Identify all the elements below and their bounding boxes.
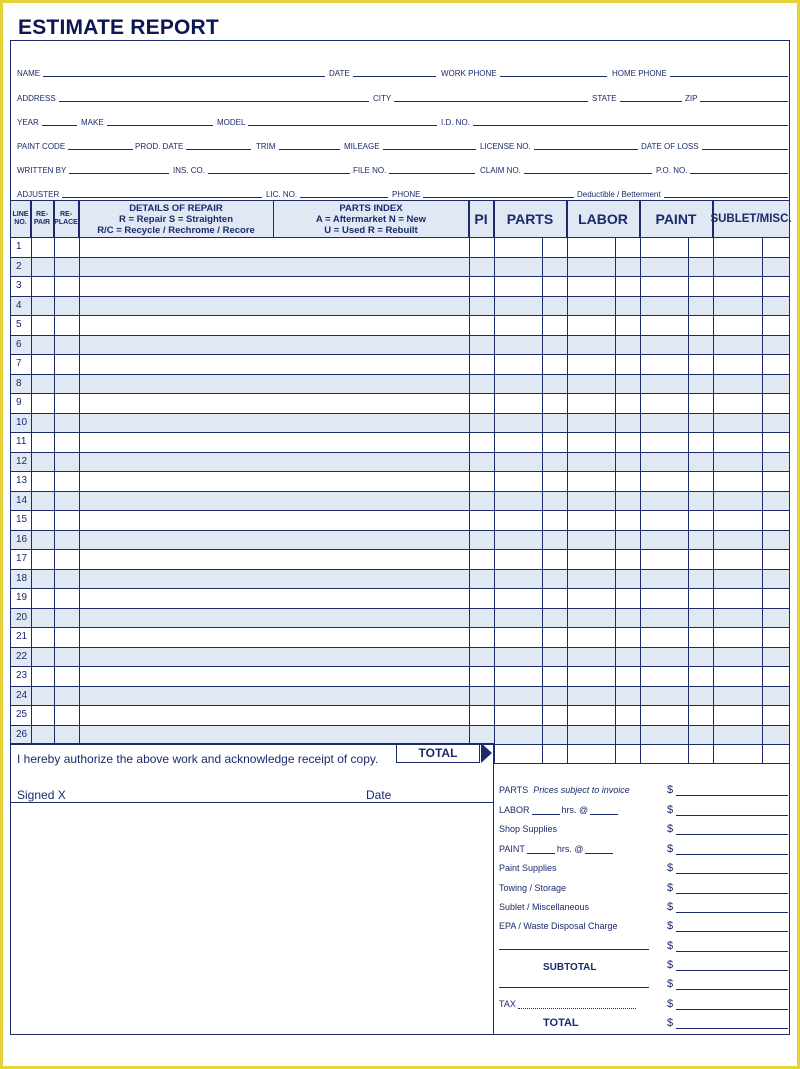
date-field[interactable]: DATE <box>329 59 436 79</box>
grid-line <box>54 200 55 743</box>
divider <box>499 987 649 988</box>
address-field[interactable]: ADDRESS <box>17 84 369 104</box>
table-row[interactable] <box>11 570 789 590</box>
summary-towing: Towing / Storage <box>499 883 567 893</box>
paint-code-field[interactable]: PAINT CODE <box>17 132 133 152</box>
signature-line <box>11 802 493 803</box>
col-pi: PI <box>469 201 494 237</box>
page-title: ESTIMATE REPORT <box>18 16 219 39</box>
summary-total: TOTAL <box>543 1017 579 1029</box>
table-row[interactable] <box>11 550 789 570</box>
table-row[interactable] <box>11 511 789 531</box>
authorization-text: I hereby authorize the above work and acknowledge receipt of copy. <box>17 752 379 766</box>
dollar-sign: $ <box>667 862 674 874</box>
col-parts-index: PARTS INDEX A = Aftermarket N = New U = Used R = Rebuilt <box>274 201 469 237</box>
table-row[interactable] <box>11 706 789 726</box>
claim-no-field[interactable]: CLAIM NO. <box>480 156 652 176</box>
line-number: 2 <box>16 260 22 272</box>
prod-date-field[interactable]: PROD. DATE <box>135 132 251 152</box>
col-sublet: SUBLET/MISC. <box>710 212 792 225</box>
table-row[interactable] <box>11 472 789 492</box>
amount-line[interactable] <box>676 873 788 874</box>
table-row[interactable] <box>11 238 789 258</box>
grid-line <box>469 200 470 743</box>
dollar-sign: $ <box>667 978 674 990</box>
line-number: 12 <box>16 455 28 467</box>
header-row-1 <box>11 59 789 79</box>
signature-date-label[interactable]: Date <box>366 788 392 802</box>
table-row[interactable] <box>11 316 789 336</box>
col-line-no: LINE NO. <box>11 201 31 237</box>
divider <box>493 743 494 1034</box>
city-field[interactable]: CITY <box>373 84 588 104</box>
line-number: 19 <box>16 592 28 603</box>
table-row[interactable] <box>11 394 789 414</box>
line-number: 10 <box>16 416 28 428</box>
home-phone-field[interactable]: HOME PHONE <box>612 59 788 79</box>
divider <box>493 763 789 764</box>
line-number: 6 <box>16 338 22 350</box>
total-label: TOTAL <box>396 743 480 763</box>
table-header <box>11 200 792 238</box>
grid-line <box>542 238 543 763</box>
amount-line[interactable] <box>676 834 788 835</box>
table-row[interactable] <box>11 492 789 512</box>
date-of-loss-field[interactable]: DATE OF LOSS <box>641 132 788 152</box>
dollar-sign: $ <box>667 804 674 816</box>
col-replace: RE- PLACE <box>54 201 79 237</box>
line-number: 22 <box>16 650 28 662</box>
dollar-sign: $ <box>667 1017 674 1029</box>
table-row[interactable] <box>11 531 789 551</box>
license-no-field[interactable]: LICENSE NO. <box>480 132 638 152</box>
col-repair: RE- PAIR <box>31 201 54 237</box>
table-row[interactable] <box>11 433 789 453</box>
line-number: 8 <box>16 377 22 389</box>
amount-line[interactable] <box>676 989 788 990</box>
dollar-sign: $ <box>667 901 674 913</box>
line-number: 4 <box>16 299 22 311</box>
grid-line <box>615 238 616 763</box>
line-number: 1 <box>16 241 22 252</box>
line-number: 7 <box>16 358 22 369</box>
work-phone-field[interactable]: WORK PHONE <box>441 59 607 79</box>
line-number: 20 <box>16 611 28 623</box>
dollar-sign: $ <box>667 940 674 952</box>
line-number: 18 <box>16 572 28 584</box>
table-row[interactable] <box>11 667 789 687</box>
col-parts: PARTS <box>494 201 567 237</box>
phone-field[interactable]: PHONE <box>392 180 574 200</box>
col-paint: PAINT <box>640 201 713 237</box>
dollar-sign: $ <box>667 784 674 796</box>
divider <box>499 949 649 950</box>
amount-line[interactable] <box>676 912 788 913</box>
line-number: 21 <box>16 631 28 642</box>
line-number: 26 <box>16 728 28 740</box>
table-row[interactable] <box>11 258 789 278</box>
po-no-field[interactable]: P.O. NO. <box>656 156 788 176</box>
table-row[interactable] <box>11 336 789 356</box>
summary-parts: PARTS Prices subject to invoice <box>499 785 630 795</box>
summary-paint-supplies: Paint Supplies <box>499 863 557 873</box>
grid-line <box>713 200 714 763</box>
summary-tax: TAX <box>499 999 638 1009</box>
line-number: 24 <box>16 689 28 701</box>
grid-line <box>640 200 641 763</box>
dollar-sign: $ <box>667 998 674 1010</box>
grid-line <box>494 200 495 763</box>
grid-line <box>79 200 80 743</box>
table-row[interactable] <box>11 297 789 317</box>
dollar-sign: $ <box>667 823 674 835</box>
line-number: 23 <box>16 670 28 681</box>
line-number: 25 <box>16 709 28 720</box>
line-number: 5 <box>16 319 22 330</box>
table-row[interactable] <box>11 687 789 707</box>
file-no-field[interactable]: FILE NO. <box>353 156 475 176</box>
table-row[interactable] <box>11 628 789 648</box>
line-number: 3 <box>16 280 22 291</box>
written-by-field[interactable]: WRITTEN BY <box>17 156 169 176</box>
summary-subtotal: SUBTOTAL <box>543 962 597 973</box>
table-row[interactable] <box>11 355 789 375</box>
estimate-form <box>10 40 790 1035</box>
line-number: 15 <box>16 514 28 525</box>
summary-sublet: Sublet / Miscellaneous <box>499 902 590 912</box>
table-row[interactable] <box>11 277 789 297</box>
make-field[interactable]: MAKE <box>81 108 213 128</box>
signed-label[interactable]: Signed X <box>17 788 66 802</box>
col-details: DETAILS OF REPAIR R = Repair S = Straighten R/C = Recycle / Rechrome / Recore <box>79 201 274 237</box>
amount-line[interactable] <box>676 931 788 932</box>
summary-labor: LABOR hrs. @ <box>499 805 620 815</box>
header-row-5 <box>11 156 789 176</box>
table-row[interactable] <box>11 589 789 609</box>
grid-line <box>688 238 689 763</box>
arrow-right-icon <box>481 743 492 763</box>
col-labor: LABOR <box>567 201 640 237</box>
line-number: 9 <box>16 397 22 408</box>
grid-line <box>567 200 568 763</box>
dollar-sign: $ <box>667 882 674 894</box>
mileage-field[interactable]: MILEAGE <box>344 132 476 152</box>
name-field[interactable]: NAME <box>17 59 325 79</box>
id-no-field[interactable]: I.D. NO. <box>441 108 788 128</box>
summary-epa: EPA / Waste Disposal Charge <box>499 921 618 931</box>
header-row-6 <box>11 180 789 200</box>
header-row-4 <box>11 132 789 152</box>
line-number: 16 <box>16 533 28 545</box>
dollar-sign: $ <box>667 843 674 855</box>
year-field[interactable]: YEAR <box>17 108 77 128</box>
dollar-sign: $ <box>667 959 674 971</box>
table-row[interactable] <box>11 609 789 629</box>
table-row[interactable] <box>11 648 789 668</box>
summary-shop-supplies: Shop Supplies <box>499 824 558 834</box>
line-number: 13 <box>16 475 28 486</box>
amount-line[interactable] <box>676 1028 788 1029</box>
model-field[interactable]: MODEL <box>217 108 437 128</box>
grid-line <box>31 200 32 743</box>
table-row[interactable] <box>11 414 789 434</box>
amount-line[interactable] <box>676 951 788 952</box>
header-row-2 <box>11 84 789 104</box>
amount-line[interactable] <box>676 815 788 816</box>
summary-paint: PAINT hrs. @ <box>499 844 615 854</box>
zip-field[interactable]: ZIP <box>685 84 788 104</box>
line-number: 11 <box>16 436 27 447</box>
dollar-sign: $ <box>667 920 674 932</box>
table-row[interactable] <box>11 375 789 395</box>
trim-field[interactable]: TRIM <box>256 132 340 152</box>
grid-line <box>762 238 763 763</box>
line-number: 17 <box>16 553 28 564</box>
adjuster-field[interactable]: ADJUSTER <box>17 180 262 200</box>
amount-line[interactable] <box>676 970 788 971</box>
amount-line[interactable] <box>676 893 788 894</box>
deductible-field[interactable]: Deductible / Betterment <box>577 180 788 200</box>
amount-line[interactable] <box>676 854 788 855</box>
line-number: 14 <box>16 494 28 506</box>
state-field[interactable]: STATE <box>592 84 682 104</box>
amount-line[interactable] <box>676 795 788 796</box>
header-row-3 <box>11 108 789 128</box>
table-row[interactable] <box>11 453 789 473</box>
ins-co-field[interactable]: INS. CO. <box>173 156 350 176</box>
amount-line[interactable] <box>676 1009 788 1010</box>
lic-no-field[interactable]: LIC. NO. <box>266 180 388 200</box>
